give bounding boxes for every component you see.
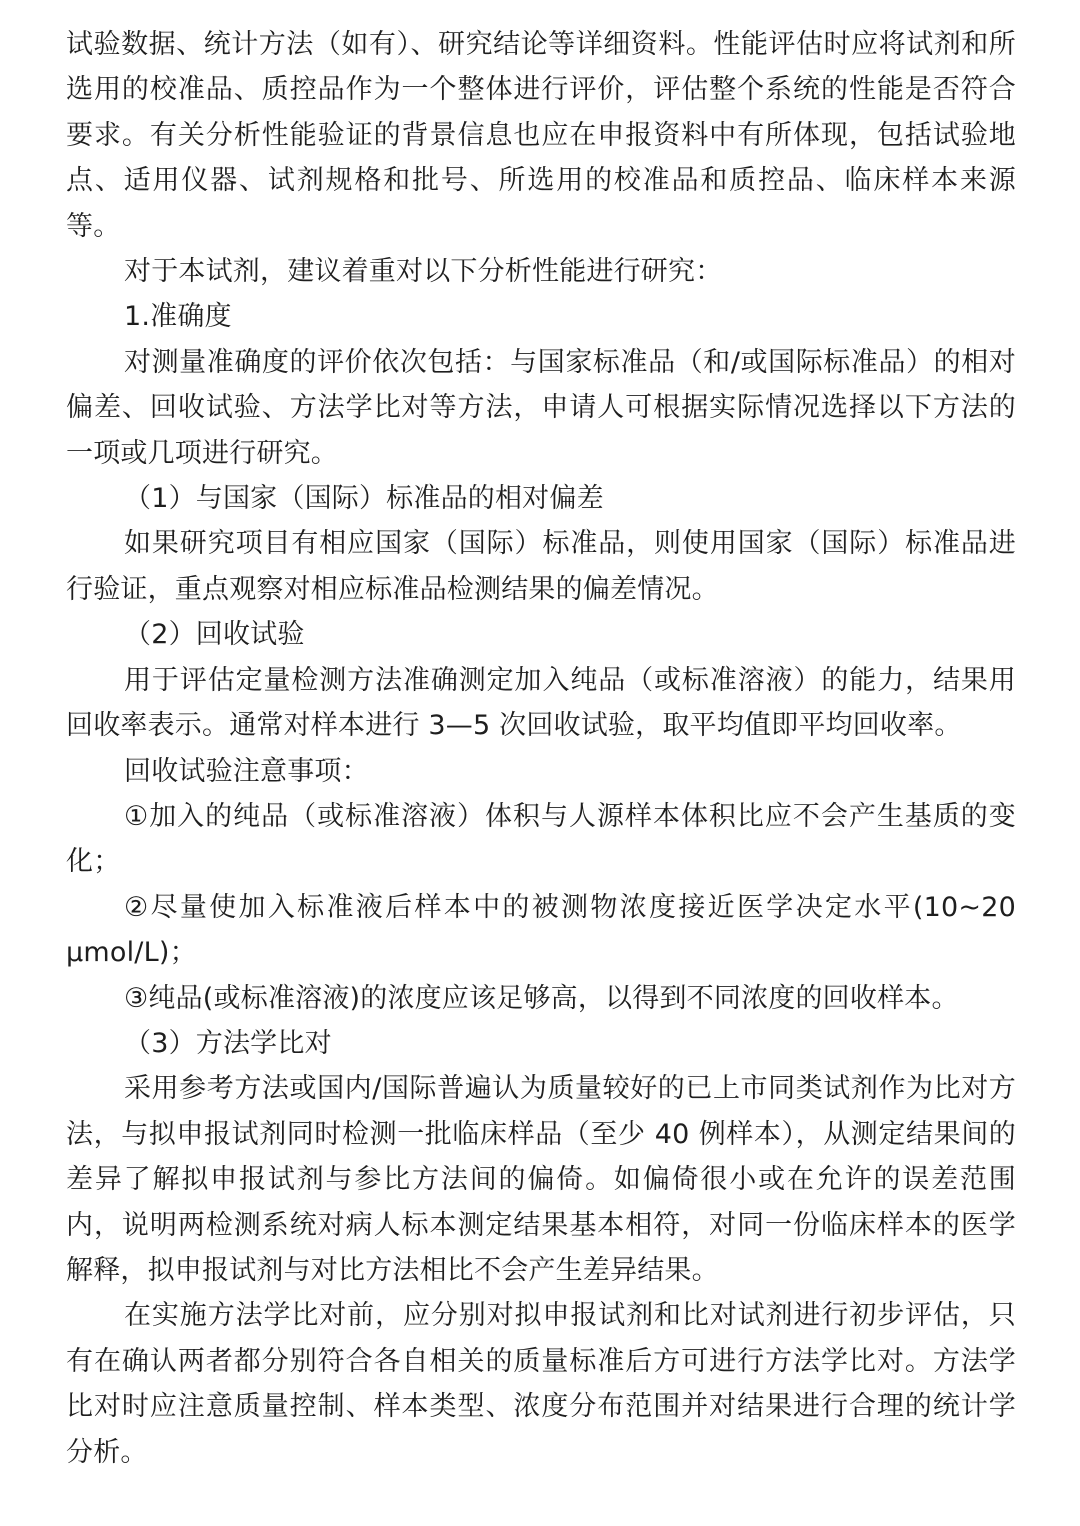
- recovery-note-2: ②尽量使加入标准液后样本中的被测物浓度接近医学决定水平(10~20 μmol/L)；: [66, 891, 1016, 969]
- subheading-recovery-test: （2）回收试验: [124, 619, 305, 651]
- recovery-note-3: ③纯品(或标准溶液)的浓度应该足够高，以得到不同浓度的回收样本。: [124, 982, 959, 1014]
- paragraph-recovery-test: 用于评估定量检测方法准确测定加入纯品（或标准溶液）的能力，结果用回收率表示。通常对样本进行 3—5 次回收试验，取平均值即平均回收率。: [66, 664, 1016, 742]
- subheading-relative-deviation: （1）与国家（国际）标准品的相对偏差: [124, 483, 604, 515]
- paragraph-accuracy: 对测量准确度的评价依次包括：与国家标准品（和/或国际标准品）的相对偏差、回收试验、方法学比对等方法，申请人可根据实际情况选择以下方法的一项或几项进行研究。: [66, 346, 1016, 469]
- subheading-method-comparison: （3）方法学比对: [124, 1027, 332, 1059]
- heading-accuracy: 1.准确度: [124, 301, 232, 333]
- recovery-notes-heading: 回收试验注意事项：: [124, 755, 369, 787]
- paragraph-relative-deviation: 如果研究项目有相应国家（国际）标准品，则使用国家（国际）标准品进行验证，重点观察对相应标准品检测结果的偏差情况。: [66, 528, 1016, 605]
- recovery-note-1: ①加入的纯品（或标准溶液）体积与人源样本体积比应不会产生基质的变化；: [66, 800, 1016, 878]
- paragraph-continuation: 试验数据、统计方法（如有）、研究结论等详细资料。性能评估时应将试剂和所选用的校准品、质控品作为一个整体进行评价，评估整个系统的性能是否符合要求。有关分析性能验证的背景信息也应在申报资料中有所体现，包括试验地点、适用仪器、试剂规格和批号、所选用的校准品和质控品、临床样本来源等。: [66, 29, 1016, 242]
- paragraph-method-comparison-precheck: 在实施方法学比对前，应分别对拟申报试剂和比对试剂进行初步评估，只有在确认两者都分别符合各自相关的质量标准后方可进行方法学比对。方法学比对时应注意质量控制、样本类型、浓度分布范围并对结果进行合理的统计学分析。: [66, 1300, 1016, 1468]
- paragraph-intro: 对于本试剂，建议着重对以下分析性能进行研究：: [124, 256, 723, 288]
- paragraph-method-comparison: 采用参考方法或国内/国际普遍认为质量较好的已上市同类试剂作为比对方法，与拟申报试剂同时检测一批临床样品（至少 40 例样本），从测定结果间的差异了解拟申报试剂与参比方法间的偏倚。如偏倚很小或在允许的误差范围内，说明两检测系统对病人标本测定结果基本相符，对同一份临床样本的医学解释，拟申报试剂与对比方法相比不会产生差异结果。: [66, 1073, 1016, 1286]
- document-body: [66, 22, 1016, 1475]
